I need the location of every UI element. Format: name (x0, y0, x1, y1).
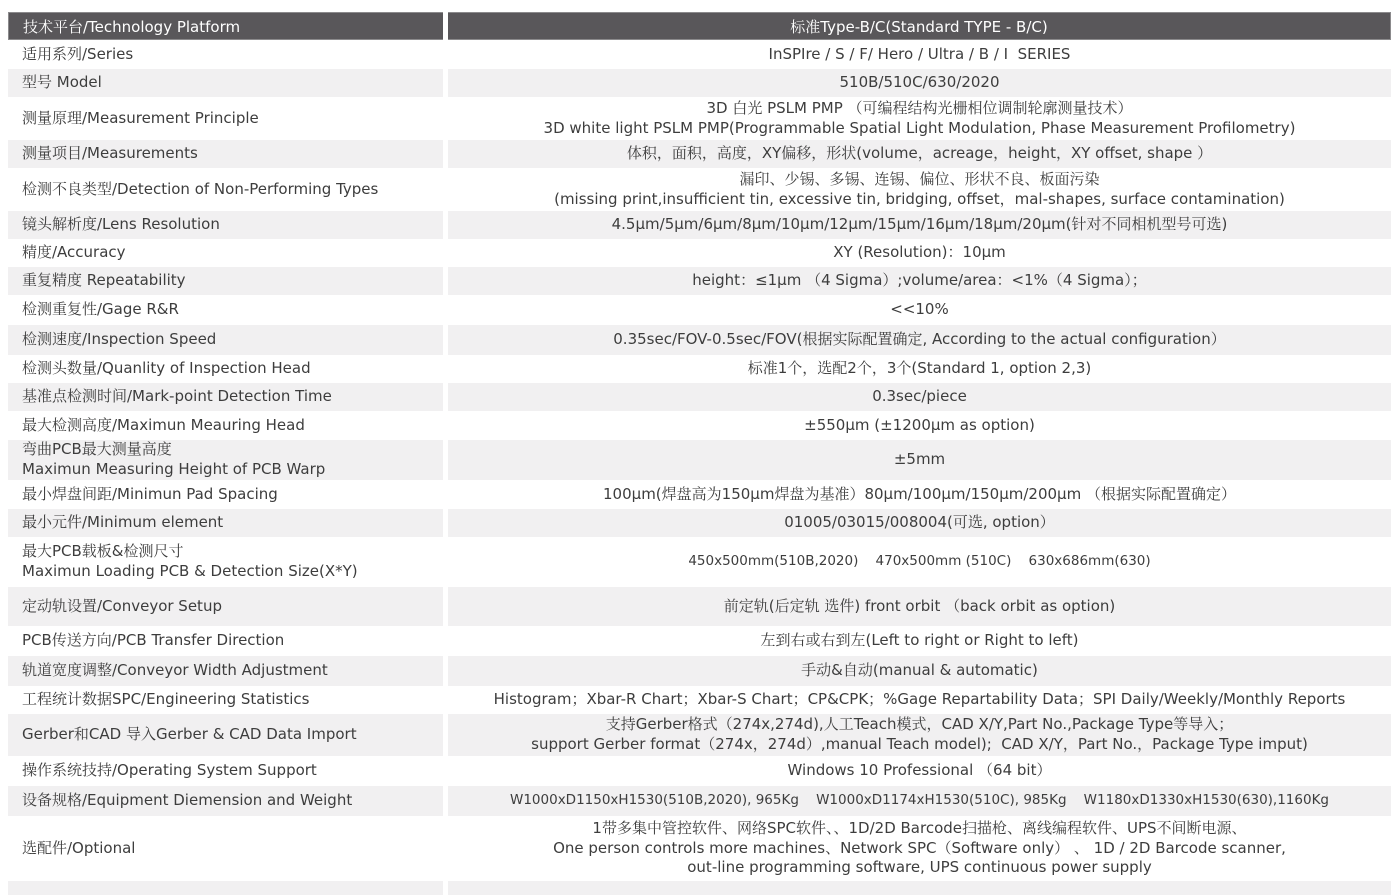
row-value-line: 标准1个，选配2个，3个(Standard 1, option 2,3) (747, 359, 1092, 378)
row-value-line: support Gerber format（274x，274d）,manual Teach model); CAD X/Y，Part No.，Package Type imput) (531, 735, 1308, 753)
table-row (8, 211, 1391, 239)
row-label (8, 383, 443, 411)
row-label-line: Maximun Measuring Height of PCB Warp (22, 460, 326, 478)
row-label (8, 69, 443, 97)
row-label (8, 40, 443, 69)
row-value-line: 左到右或右到左(Left to right or Right to left) (760, 631, 1079, 650)
table-row (8, 411, 1391, 440)
row-value-line: Windows 10 Professional （64 bit） (787, 761, 1052, 780)
row-value-line: 4.5μm/5μm/6μm/8μm/10μm/12μm/15μm/16μm/18μm/20μm(针对不同相机型号可选) (611, 215, 1228, 234)
row-label-line: 最大PCB载板&检测尺寸 (22, 542, 184, 561)
row-value-line: XY (Resolution)：10μm (833, 243, 1006, 262)
table-row (8, 295, 1391, 325)
table-row (8, 267, 1391, 295)
row-label (8, 440, 443, 480)
table-row (8, 786, 1391, 816)
row-value-line: out-line programming software, UPS continuous power supply (687, 858, 1152, 877)
row-value-line: 0.35sec/FOV-0.5sec/FOV(根据实际配置确定, According to the actual configuration） (613, 330, 1226, 349)
row-label (8, 714, 443, 756)
row-value-line: 0.3sec/piece (872, 387, 967, 406)
row-value-line: 前定轨(后定轨 选件) front orbit （back orbit as option) (723, 596, 1116, 615)
row-value (448, 411, 1391, 440)
table-row (8, 656, 1391, 686)
row-value (448, 140, 1391, 168)
table-row (8, 383, 1391, 411)
row-value (448, 69, 1391, 97)
row-value (448, 40, 1391, 69)
row-label-line: 型号 Model (22, 73, 102, 92)
row-label (8, 480, 443, 509)
row-label (8, 626, 443, 656)
table-row (8, 714, 1391, 756)
header-label-cell: 技术平台/Technology Platform (8, 12, 443, 40)
row-value (448, 267, 1391, 295)
row-label-line: 轨道宽度调整/Conveyor Width Adjustment (22, 661, 328, 680)
row-label (8, 325, 443, 355)
table-row (8, 509, 1391, 537)
row-value (448, 211, 1391, 239)
row-label (8, 355, 443, 383)
header-value-cell: 标准Type-B/C(Standard TYPE - B/C) (448, 12, 1391, 40)
row-label-line: 检测头数量/Quanlity of Inspection Head (22, 359, 311, 378)
table-row (8, 239, 1391, 267)
row-value (448, 239, 1391, 267)
table-row (8, 40, 1391, 69)
row-label (8, 211, 443, 239)
row-label-line: 镜头解析度/Lens Resolution (22, 215, 220, 234)
row-value (448, 656, 1391, 686)
row-value-line: 支持Gerber格式（274x,274d),人工Teach模式，CAD X/Y,Part No.,Package Type等导入； (605, 715, 1234, 734)
table-row (8, 587, 1391, 626)
row-value (448, 295, 1391, 325)
row-value (448, 168, 1391, 211)
row-label-line: 最小元件/Minimum element (22, 513, 224, 532)
table-header-row (8, 12, 1391, 40)
spec-table (8, 12, 1391, 895)
row-label (8, 656, 443, 686)
row-label-line: 检测不良类型/Detection of Non-Performing Types (22, 179, 379, 198)
row-value (448, 355, 1391, 383)
table-row (8, 626, 1391, 656)
table-row (8, 69, 1391, 97)
row-label-line: 精度/Accuracy (22, 243, 126, 262)
row-value-line: 1带多集中管控软件、网络SPC软件、、1D/2D Barcode扫描枪、离线编程软件、UPS不间断电源、 (592, 818, 1247, 837)
row-value (448, 714, 1391, 756)
table-row (8, 537, 1391, 587)
row-label-line: 最大检测高度/Maximun Meauring Head (22, 415, 305, 434)
row-label-line: Maximun Loading PCB & Detection Size(X*Y) (22, 562, 358, 580)
row-value-line: Histogram；Xbar-R Chart；Xbar-S Chart；CP&CPK；%Gage Repartability Data；SPI Daily/Weekly/Monthly Reports (493, 690, 1346, 709)
row-value-line: 510B/510C/630/2020 (839, 73, 1000, 92)
spec-table-body (8, 40, 1391, 895)
table-row (8, 140, 1391, 168)
row-label (8, 239, 443, 267)
row-value (448, 626, 1391, 656)
row-value (448, 383, 1391, 411)
row-label-line: 定动轨设置/Conveyor Setup (22, 596, 222, 615)
table-row (8, 816, 1391, 881)
table-row (8, 440, 1391, 480)
row-label-line: 重复精度 Repeatability (22, 271, 186, 290)
row-value (448, 686, 1391, 714)
row-value (448, 756, 1391, 786)
row-value-line: ±5mm (893, 450, 946, 469)
row-label-line: 最小焊盘间距/Minimun Pad Spacing (22, 484, 278, 503)
table-row (8, 480, 1391, 509)
row-value-line: InSPIre / S / F/ Hero / Ultra / B / I SERIES (768, 44, 1071, 63)
row-value-line: 3D 白光 PSLM PMP （可编程结构光栅相位调制轮廓测量技术） (706, 98, 1133, 117)
row-value-line: 01005/03015/008004(可选, option） (784, 513, 1055, 532)
row-value-line: 体积，面积，高度，XY偏移，形状(volume，acreage，height，XY offset, shape ） (626, 144, 1213, 163)
table-row (8, 97, 1391, 140)
row-label-line: 基准点检测时间/Mark-point Detection Time (22, 387, 332, 406)
row-value-line: One person controls more machines、Network SPC（Software only） 、 1D / 2D Barcode scanner, (553, 838, 1286, 857)
row-value (448, 325, 1391, 355)
row-label (8, 686, 443, 714)
row-label-line: 操作系统技持/Operating System Support (22, 761, 317, 780)
row-label-line: 工程统计数据SPC/Engineering Statistics (22, 690, 310, 709)
row-value-line: W1000xD1150xH1530(510B,2020), 965Kg W1000xD1174xH1530(510C), 985Kg W1180xD1330xH1530(630),1160Kg (509, 792, 1329, 809)
row-value (448, 786, 1391, 816)
row-value-line: <<10% (890, 300, 949, 319)
row-label-line: 弯曲PCB最大测量高度 (22, 440, 172, 459)
row-label (8, 509, 443, 537)
row-value-line: 手动&自动(manual & automatic) (801, 661, 1038, 680)
row-label (8, 140, 443, 168)
row-label-line: 设备规格/Equipment Diemension and Weight (22, 791, 353, 810)
table-row (8, 325, 1391, 355)
row-value (448, 480, 1391, 509)
row-label (8, 756, 443, 786)
row-label (8, 411, 443, 440)
row-value-line: (missing print,insufficient tin, excessive tin, bridging, offset，mal-shapes, surface contamination) (554, 189, 1285, 208)
row-label-line: PCB传送方向/PCB Transfer Direction (22, 631, 285, 650)
row-label-line: 检测重复性/Gage R&R (22, 300, 179, 319)
row-label-line: Gerber和CAD 导入Gerber & CAD Data Import (22, 725, 357, 744)
row-value-line: 450x500mm(510B,2020) 470x500mm (510C) 630x686mm(630) (688, 553, 1151, 570)
table-row (8, 686, 1391, 714)
row-label (8, 267, 443, 295)
table-row (8, 756, 1391, 786)
row-label (8, 295, 443, 325)
row-label (8, 786, 443, 816)
table-row (8, 168, 1391, 211)
row-value (448, 537, 1391, 587)
table-row (8, 355, 1391, 383)
row-label (8, 168, 443, 211)
row-label (8, 537, 443, 587)
row-value (448, 97, 1391, 140)
row-value (448, 587, 1391, 626)
row-value-line: 3D white light PSLM PMP(Programmable Spatial Light Modulation, Phase Measurement Profilometry) (543, 118, 1296, 137)
row-value-line: 漏印、少锡、多锡、连锡、偏位、形状不良、板面污染 (739, 169, 1100, 188)
row-value (448, 509, 1391, 537)
row-value-line: 100μm(焊盘高为150μm焊盘为基准）80μm/100μm/150μm/200μm （根据实际配置确定） (603, 484, 1236, 503)
row-label (8, 97, 443, 140)
row-label (8, 587, 443, 626)
row-value-line: height：≤1μm （4 Sigma）;volume/area：<1%（4 Sigma）； (692, 271, 1147, 290)
row-label-line: 测量原理/Measurement Principle (22, 108, 259, 127)
row-label-line: 选配件/Optional (22, 838, 136, 857)
row-value (448, 816, 1391, 881)
row-label-line: 测量项目/Measurements (22, 144, 198, 163)
row-value (448, 440, 1391, 480)
row-value-line: ±550μm (±1200μm as option) (804, 415, 1035, 434)
row-label (8, 816, 443, 881)
row-label-line: 检测速度/Inspection Speed (22, 330, 217, 349)
row-label-line: 适用系列/Series (22, 44, 134, 63)
